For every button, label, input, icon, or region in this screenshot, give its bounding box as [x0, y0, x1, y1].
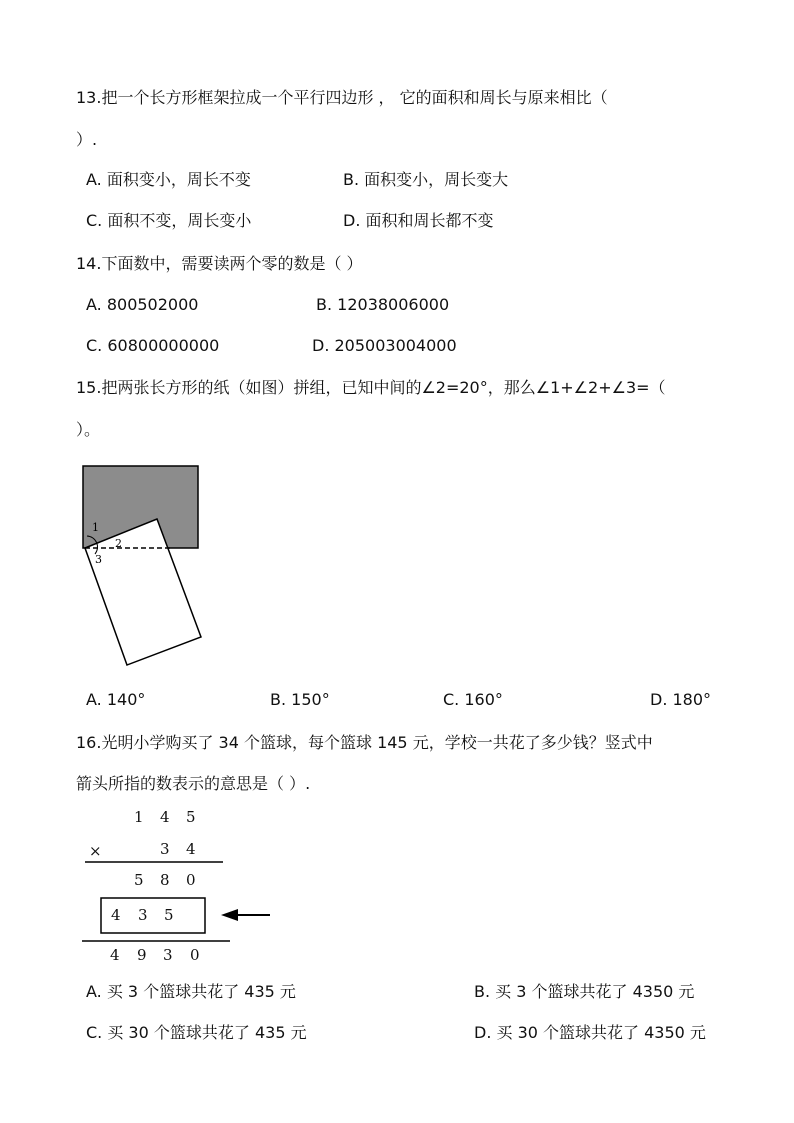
q14-option-a: A. 800502000: [86, 295, 199, 314]
calc-digit: 0: [186, 871, 196, 889]
arrow-head: [221, 909, 238, 921]
calc-digit: 5: [186, 808, 196, 826]
angle-label-1: 1: [92, 521, 99, 534]
q13-option-d: D. 面积和周长都不变: [343, 211, 494, 230]
calc-digit: 3: [160, 840, 170, 858]
q14-option-c: C. 60800000000: [86, 336, 220, 355]
calc-digit: 5: [134, 871, 144, 889]
q15-option-a: A. 140°: [86, 690, 146, 709]
angle-label-2: 2: [115, 537, 122, 550]
q15-stem-line1: 15.把两张长方形的纸（如图）拼组，已知中间的∠2=20°，那么∠1+∠2+∠3=（: [76, 378, 666, 397]
calc-digit: 1: [134, 808, 144, 826]
q16-stem-line1: 16.光明小学购买了 34 个篮球，每个篮球 145 元，学校一共花了多少钱？竖式中: [76, 733, 653, 752]
calc-digit: 4: [186, 840, 196, 858]
calc-digit: 4: [160, 808, 170, 826]
q14-option-d: D. 205003004000: [312, 336, 457, 355]
calc-digit: 0: [190, 946, 200, 964]
q15-option-b: B. 150°: [270, 690, 330, 709]
q13-stem-line1: 13.把一个长方形框架拉成一个平行四边形 ， 它的面积和周长与原来相比（: [76, 88, 608, 107]
q16-option-c: C. 买 30 个篮球共花了 435 元: [86, 1023, 307, 1042]
q13-option-b: B. 面积变小，周长变大: [343, 170, 509, 189]
angle-label-3: 3: [95, 553, 102, 566]
q15-option-d: D. 180°: [650, 690, 712, 709]
calc-digit: 4: [111, 906, 121, 924]
q13-option-a: A. 面积变小，周长不变: [86, 170, 251, 189]
q13-option-c: C. 面积不变，周长变小: [86, 211, 252, 230]
calc-digit: 3: [163, 946, 173, 964]
q16-option-d: D. 买 30 个篮球共花了 4350 元: [474, 1023, 706, 1042]
calc-digit: 8: [160, 871, 170, 889]
q15-option-c: C. 160°: [443, 690, 503, 709]
q16-option-b: B. 买 3 个篮球共花了 4350 元: [474, 982, 695, 1001]
q15-stem-line2: ）。: [76, 420, 101, 439]
q16-stem-line2: 箭头所指的数表示的意思是（ ）.: [76, 774, 311, 793]
calc-digit: 5: [164, 906, 174, 924]
calc-digit: 3: [138, 906, 148, 924]
calc-digit: 4: [110, 946, 120, 964]
calc-digit: 9: [137, 946, 147, 964]
q14-stem: 14.下面数中，需要读两个零的数是（ ）: [76, 254, 363, 273]
q16-option-a: A. 买 3 个篮球共花了 435 元: [86, 982, 296, 1001]
q13-stem-line2: ）.: [76, 130, 98, 149]
q14-option-b: B. 12038006000: [316, 295, 450, 314]
calc-times-sign: ×: [89, 842, 102, 860]
